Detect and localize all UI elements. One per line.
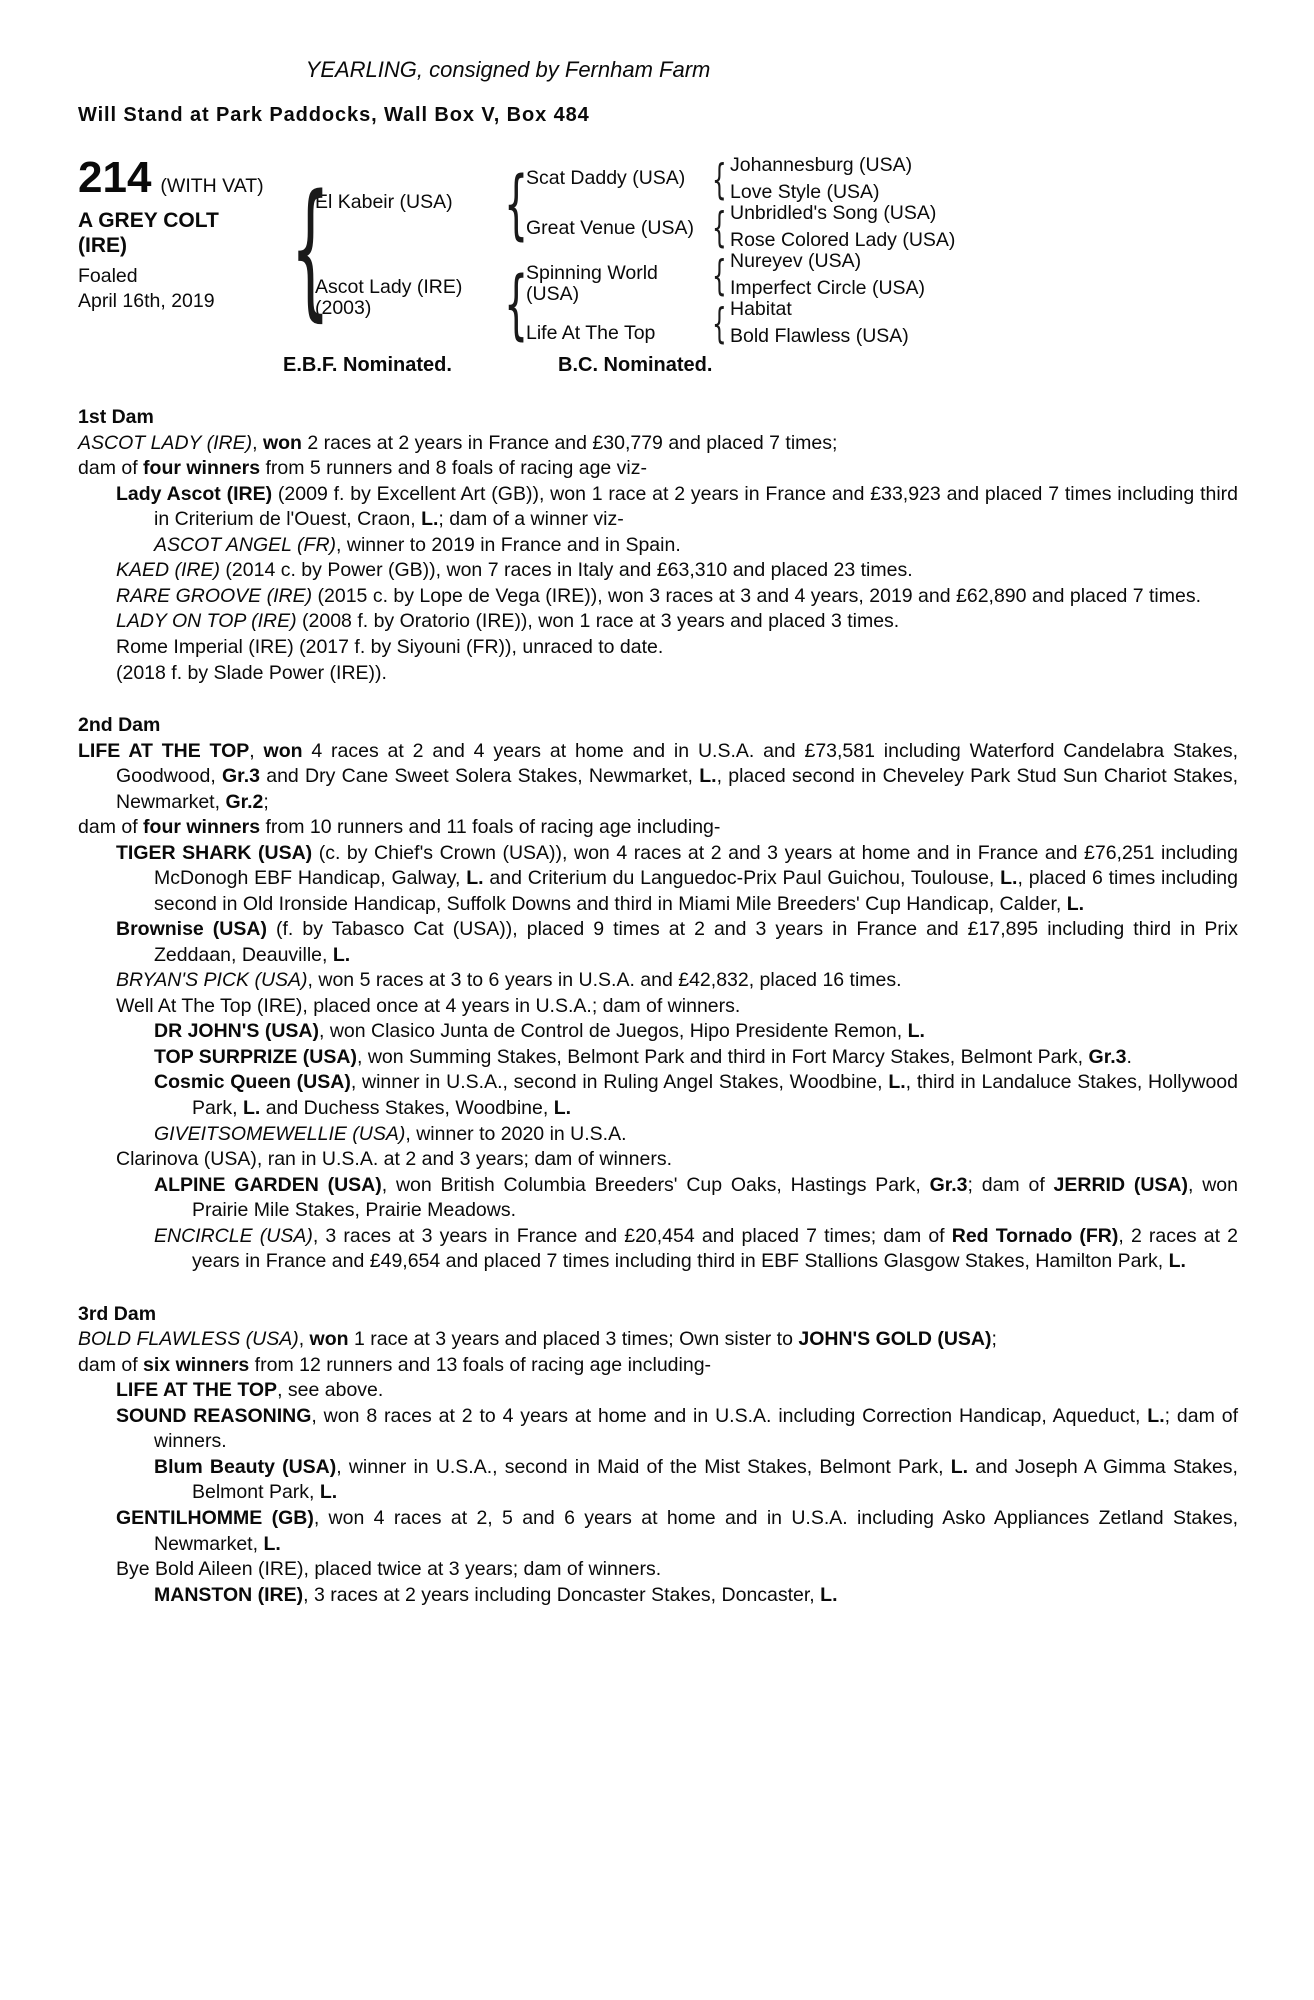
text-segment: , won Prairie Mile Stakes, Prairie Meadows. (192, 1173, 1238, 1222)
text-segment: LIFE AT THE TOP (116, 1379, 278, 1402)
dam-parents-group (498, 254, 708, 354)
dam-name: Ascot Lady (IRE) (315, 276, 463, 298)
lot-number-line (78, 153, 283, 202)
lot-description-line1: A GREY COLT (78, 209, 219, 232)
text-segment: GIVEITSOMEWELLIE (USA) (154, 1122, 406, 1145)
text-segment: , see above. (277, 1379, 384, 1402)
text-segment: 4 races at 2 and 4 years at home and in U.S.A. and £73,581 including Waterford Candelabra Stakes, Goodwood, (116, 739, 1238, 788)
text-segment: ; (263, 790, 269, 813)
pedigree-paragraph (78, 1404, 1238, 1455)
text-segment: MANSTON (IRE) (154, 1583, 304, 1606)
text-segment: and Duchess Stakes, Woodbine, (260, 1097, 554, 1119)
text-segment: four winners (143, 816, 261, 839)
dam-section (78, 1302, 1238, 1608)
generation-2-column (498, 154, 708, 346)
consignor-line: YEARLING, consigned by Fernham Farm (305, 57, 711, 82)
pedigree-paragraph (78, 533, 1238, 559)
ebf-nominated: E.B.F. Nominated. (283, 354, 452, 376)
text-segment: four winners (143, 457, 261, 480)
text-segment: GENTILHOMME (GB) (116, 1506, 314, 1529)
section-heading: 1st Dam (78, 406, 154, 429)
pedigree-paragraph (78, 584, 1238, 610)
pedigree-tree (283, 154, 1238, 346)
lot-block (78, 154, 1238, 346)
text-segment: ; dam of winners. (154, 1404, 1238, 1453)
grandparents-group-2 (708, 203, 1238, 251)
text-segment: L. (699, 765, 717, 788)
pedigree-paragraph (78, 1070, 1238, 1121)
text-segment: six winners (143, 1353, 250, 1376)
text-segment: Gr.3 (929, 1173, 968, 1196)
pedigree-paragraph (78, 968, 1238, 994)
text-segment: L. (466, 867, 484, 890)
vat-note: (WITH VAT) (160, 175, 264, 197)
text-segment: , winner to 2020 in U.S.A. (405, 1122, 627, 1145)
grandparent-name: Imperfect Circle (USA) (730, 277, 926, 299)
section-heading: 2nd Dam (78, 714, 161, 737)
pedigree-brace-icon: { (290, 163, 331, 336)
dam-section (78, 405, 1238, 686)
text-segment: , won Clasico Junta de Control de Juegos, Hipo Presidente Remon, (318, 1020, 908, 1043)
text-segment: L. (1147, 1404, 1165, 1427)
text-segment: (2009 f. by Excellent Art (GB)), won 1 race at 2 years in France and £33,923 and placed 7 times including third in Criterium de l'Ouest, Craon, (154, 482, 1239, 531)
pedigree-paragraph (78, 1122, 1238, 1148)
pedigree-paragraph (78, 635, 1238, 661)
text-segment: Gr.3 (222, 765, 260, 788)
pedigree-paragraph (78, 1455, 1238, 1506)
generation-1-names (309, 154, 498, 346)
text-segment: Clarinova (USA), ran in U.S.A. at 2 and 3 years; dam of winners. (116, 1148, 672, 1171)
pedigree-paragraph (78, 558, 1238, 584)
dam-year: (2003) (315, 297, 372, 319)
dam-dam-name: Life At The Top (526, 321, 656, 344)
text-segment: TOP SURPRIZE (USA) (154, 1045, 357, 1068)
text-segment: BOLD FLAWLESS (USA) (78, 1328, 299, 1351)
sire-cell (309, 154, 498, 250)
grandparents-names-2 (726, 203, 1238, 251)
sire-parents-group (498, 154, 708, 254)
text-segment: Blum Beauty (USA) (154, 1455, 337, 1478)
text-segment: won (263, 739, 303, 762)
text-segment: RARE GROOVE (IRE) (116, 584, 313, 607)
text-segment: and Joseph A Gimma Stakes, Belmont Park, (192, 1455, 1238, 1504)
text-segment: ALPINE GARDEN (USA) (154, 1173, 382, 1196)
pedigree-paragraph (78, 1557, 1238, 1583)
text-segment: JERRID (USA) (1053, 1173, 1188, 1196)
pedigree-paragraph (78, 661, 1238, 687)
text-segment: dam of (78, 816, 144, 839)
bc-nominated: B.C. Nominated. (558, 354, 713, 376)
pedigree-brace-icon: { (712, 298, 727, 348)
foaled-date: April 16th, 2019 (78, 290, 215, 312)
text-segment: L. (907, 1020, 925, 1043)
text-segment: ASCOT ANGEL (FR) (154, 533, 337, 556)
text-segment: L. (1066, 892, 1085, 915)
text-segment: LADY ON TOP (IRE) (116, 610, 297, 633)
pedigree-paragraph (78, 1327, 1238, 1353)
grandparents-group-4 (708, 299, 1238, 347)
lot-info (78, 154, 283, 346)
text-segment: dam of (78, 1353, 144, 1376)
text-segment: , 3 races at 2 years including Doncaster Stakes, Doncaster, (303, 1583, 821, 1606)
sire-parents-names (522, 154, 708, 254)
grandparent-name: Habitat (730, 298, 792, 320)
grandparent-name: Johannesburg (USA) (730, 154, 913, 176)
text-segment: L. (332, 943, 351, 966)
text-segment: , won Summing Stakes, Belmont Park and third in Fort Marcy Stakes, Belmont Park, (356, 1045, 1089, 1068)
grandparent-name: Love Style (USA) (730, 181, 880, 203)
text-segment: LIFE AT THE TOP (78, 739, 250, 762)
pedigree-paragraph (78, 815, 1238, 841)
text-segment: (c. by Chief's Crown (USA)), won 4 races at 2 and 3 years at home and in France and £76,251 including McDonogh EBF Handicap, Galway, (154, 841, 1239, 890)
text-segment: won (309, 1328, 349, 1351)
pedigree-paragraph (78, 1353, 1238, 1379)
text-segment: , placed 6 times including second in Old Ironside Handicap, Suffolk Downs and third in Miami Mile Breeders' Cup Handicap, Calder, (154, 867, 1238, 915)
text-segment: Red Tornado (FR) (951, 1224, 1119, 1247)
text-segment: DR JOHN'S (USA) (154, 1020, 319, 1043)
pedigree-brace-icon: { (504, 159, 529, 248)
text-segment: ; dam of a winner viz- (438, 508, 624, 531)
dam-parents-names (522, 254, 708, 354)
text-segment: BRYAN'S PICK (USA) (116, 969, 308, 992)
text-segment: dam of (78, 457, 144, 480)
text-segment: and Criterium du Languedoc-Prix Paul Guichou, Toulouse, (483, 867, 1001, 890)
pedigree-paragraph (78, 1019, 1238, 1045)
grandparent-name: Rose Colored Lady (USA) (730, 229, 956, 251)
text-segment: , winner in U.S.A., second in Maid of the Mist Stakes, Belmont Park, (336, 1455, 951, 1478)
text-segment: Cosmic Queen (USA) (154, 1071, 351, 1094)
text-segment: , (252, 431, 263, 454)
pedigree-paragraph (78, 1224, 1238, 1275)
section-heading: 3rd Dam (78, 1302, 157, 1325)
text-segment: , won 4 races at 2, 5 and 6 years at home and in U.S.A. including Asko Appliances Zetland Stakes, Newmarket, (154, 1506, 1238, 1555)
text-segment: won (262, 431, 302, 454)
text-segment: Bye Bold Aileen (IRE), placed twice at 3 years; dam of winners. (116, 1558, 662, 1581)
dam-cell (309, 250, 498, 346)
text-segment: L. (553, 1097, 572, 1119)
text-segment: L. (820, 1583, 838, 1606)
sire-sire-name: Scat Daddy (USA) (526, 167, 686, 190)
stand-location-line: Will Stand at Park Paddocks, Wall Box V, Box 484 (78, 103, 590, 126)
text-segment: JOHN'S GOLD (USA) (798, 1328, 992, 1351)
pedigree-brace-icon: { (712, 154, 727, 204)
text-segment: , winner in U.S.A., second in Ruling Angel Stakes, Woodbine, (350, 1071, 889, 1094)
text-segment: (2018 f. by Slade Power (IRE)). (116, 661, 387, 684)
text-segment: 1 race at 3 years and placed 3 times; Own sister to (348, 1328, 799, 1351)
text-segment: L. (263, 1532, 281, 1555)
text-segment: L. (421, 508, 439, 531)
text-segment: from 10 runners and 11 foals of racing age including- (260, 816, 721, 839)
text-segment: from 12 runners and 13 foals of racing age including- (249, 1353, 712, 1376)
text-segment: (2014 c. by Power (GB)), won 7 races in Italy and £63,310 and placed 23 times. (220, 559, 913, 582)
generation-3-column (708, 154, 1238, 348)
text-segment: , placed second in Cheveley Park Stud Sun Chariot Stakes, Newmarket, (116, 765, 1239, 813)
text-segment: , won 8 races at 2 to 4 years at home and in U.S.A. including Correction Handicap, Aqueduct, (311, 1404, 1148, 1427)
pedigree-paragraph (78, 1378, 1238, 1404)
grandparent-name: Bold Flawless (USA) (730, 325, 909, 347)
text-segment: L. (888, 1071, 906, 1094)
text-segment: ASCOT LADY (IRE) (78, 431, 253, 454)
pedigree-paragraph (78, 1506, 1238, 1557)
lot-description-line2: (IRE) (78, 234, 127, 257)
text-segment: L. (242, 1097, 261, 1119)
pedigree-paragraph (78, 1173, 1238, 1224)
pedigree-brace-icon: { (712, 250, 727, 300)
pedigree-brace-icon: { (712, 202, 727, 252)
grandparent-name: Unbridled's Song (USA) (730, 202, 937, 224)
text-segment: Brownise (USA) (116, 918, 267, 941)
nominations-row (283, 352, 1238, 378)
text-segment: Rome Imperial (IRE) (2017 f. by Siyouni (FR)), unraced to date. (116, 635, 664, 658)
grandparents-names-4 (726, 299, 1238, 347)
text-segment: 2 races at 2 years in France and £30,779 and placed 7 times; (301, 431, 838, 454)
text-segment: , winner to 2019 in France and in Spain. (336, 533, 681, 556)
text-segment: Gr.3 (1088, 1045, 1127, 1068)
text-segment: (2015 c. by Lope de Vega (IRE)), won 3 races at 3 and 4 years, 2019 and £62,890 and placed 7 times. (312, 584, 1202, 607)
text-segment: , third in Landaluce Stakes, Hollywood Park, (192, 1071, 1238, 1119)
text-segment: ENCIRCLE (USA) (154, 1224, 313, 1247)
text-segment: , won British Columbia Breeders' Cup Oaks, Hastings Park, (381, 1173, 930, 1196)
text-segment: ; (991, 1328, 997, 1351)
text-segment: and Dry Cane Sweet Solera Stakes, Newmarket, (259, 765, 700, 788)
text-segment: L. (950, 1455, 969, 1478)
dam-sire-name: Spinning World (USA) (526, 261, 658, 305)
pedigree-paragraph (78, 1147, 1238, 1173)
grandparents-names-1 (726, 155, 1238, 203)
text-segment: TIGER SHARK (USA) (116, 841, 313, 864)
text-segment: L. (1000, 867, 1018, 890)
pedigree-paragraph (78, 482, 1238, 533)
text-segment: Lady Ascot (IRE) (116, 482, 273, 505)
grandparents-names-3 (726, 251, 1238, 299)
pedigree-paragraph (78, 609, 1238, 635)
text-segment: L. (319, 1481, 338, 1504)
text-segment: , won 5 races at 3 to 6 years in U.S.A. and £42,832, placed 16 times. (307, 969, 902, 992)
sire-name: El Kabeir (USA) (315, 190, 453, 213)
text-segment: , (298, 1328, 310, 1351)
generation-1-group (283, 154, 498, 346)
grandparents-group-3 (708, 251, 1238, 299)
text-segment: , 3 races at 3 years in France and £20,454 and placed 7 times; dam of (312, 1224, 952, 1247)
foaled-label: Foaled (78, 265, 138, 287)
pedigree-paragraph (78, 1583, 1238, 1609)
pedigree-paragraph (78, 917, 1238, 968)
text-segment: ; dam of (967, 1173, 1054, 1196)
pedigree-paragraph (78, 456, 1238, 482)
dam-section (78, 713, 1238, 1275)
pedigree-sections (78, 405, 1238, 1608)
grandparent-name: Nureyev (USA) (730, 250, 862, 272)
pedigree-paragraph (78, 739, 1238, 816)
text-segment: , (249, 739, 264, 762)
pedigree-brace-icon: { (504, 258, 529, 348)
text-segment: Well At The Top (IRE), placed once at 4 years in U.S.A.; dam of winners. (116, 994, 741, 1017)
text-segment: L. (1168, 1250, 1186, 1273)
text-segment: Gr.2 (225, 790, 264, 813)
text-segment: SOUND REASONING (116, 1404, 312, 1427)
pedigree-paragraph (78, 994, 1238, 1020)
text-segment: KAED (IRE) (116, 559, 221, 582)
sire-dam-name: Great Venue (USA) (526, 217, 694, 240)
pedigree-paragraph (78, 1045, 1238, 1071)
text-segment: . (1126, 1045, 1132, 1068)
text-segment: (2008 f. by Oratorio (IRE)), won 1 race at 3 years and placed 3 times. (296, 610, 900, 633)
text-segment: , 2 races at 2 years in France and £49,654 and placed 7 times including third in EBF Stallions Glasgow Stakes, Hamilton Park, (192, 1224, 1239, 1273)
grandparents-group-1 (708, 155, 1238, 203)
lot-number: 214 (78, 153, 152, 202)
pedigree-paragraph (78, 431, 1238, 457)
text-segment: (f. by Tabasco Cat (USA)), placed 9 times at 2 and 3 years in France and £17,895 including third in Prix Zeddaan, Deauville, (154, 918, 1238, 966)
text-segment: from 5 runners and 8 foals of racing age viz- (260, 457, 648, 480)
pedigree-paragraph (78, 841, 1238, 918)
